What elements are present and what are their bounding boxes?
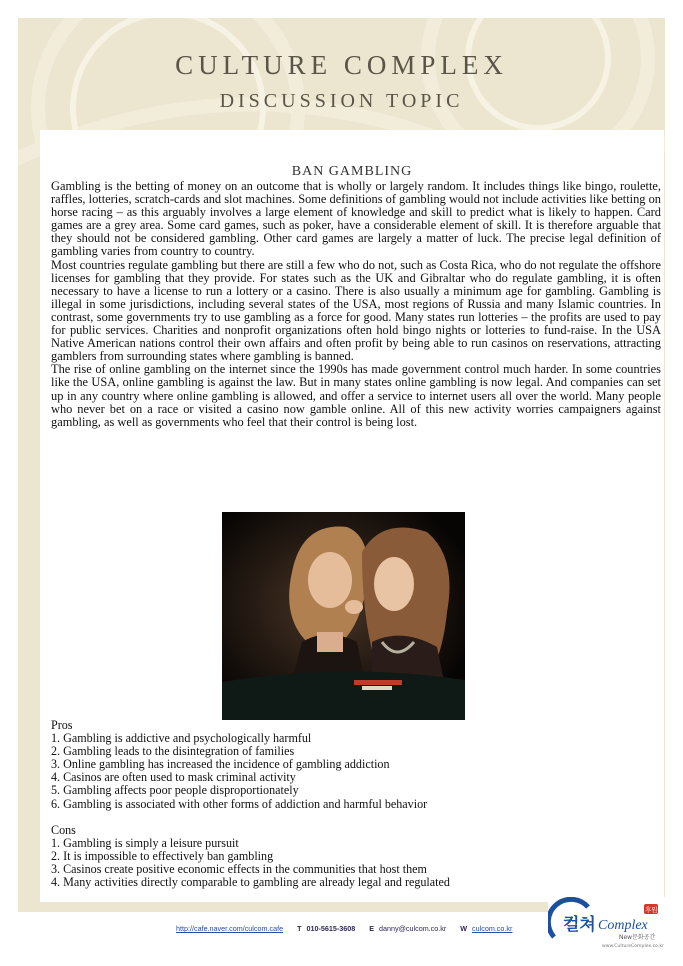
two-women-gambling-photo xyxy=(222,512,465,720)
phone-number: 010-5615-3608 xyxy=(306,924,356,933)
list-item: 3. Online gambling has increased the incidence of gambling addiction xyxy=(51,757,390,772)
logo-korean-text: 컬쳐 xyxy=(563,915,596,935)
cafe-link[interactable]: http://cafe.naver.com/culcom.cafe xyxy=(176,924,284,933)
phone-label: T xyxy=(297,924,302,933)
email-address[interactable]: danny@culcom.co.kr xyxy=(379,924,447,933)
list-item: 4. Many activities directly comparable to gambling are already legal and regulated xyxy=(51,875,450,890)
paragraph: The rise of online gambling on the internet since the 1990s has made government control much harder. In some countries like the USA, online gambling is against the law. But in many states online gambling is now legal. And companies can set up in any country where online gambling is allowed, and offer a service to internet users all over the world. Many people who never bet on a race or visited a casino now gamble online. All of this new activity worries campaigners against gambling, as well as governments who feel that their control is being lost. xyxy=(51,362,661,429)
list-item: 2. It is impossible to effectively ban gambling xyxy=(51,849,274,864)
header-title: CULTURE COMPLEX xyxy=(175,50,508,80)
header-subtitle: DISCUSSION TOPIC xyxy=(219,90,464,112)
web-label: W xyxy=(460,924,468,933)
logo-url: www.CultureComplex.co.kr xyxy=(602,944,664,949)
list-item: 6. Gambling is associated with other forms of addiction and harmful behavior xyxy=(51,796,428,811)
page-frame xyxy=(18,18,665,912)
culture-complex-logo xyxy=(548,897,666,951)
logo-badge: 후원 xyxy=(645,906,658,914)
article-title: BAN GAMBLING xyxy=(291,164,413,179)
content-panel xyxy=(40,130,664,902)
article-body xyxy=(51,180,661,429)
list-item: 3. Casinos create positive economic effects in the communities that host them xyxy=(51,862,427,877)
paragraph: Gambling is the betting of money on an outcome that is wholly or largely random. It includes things like bingo, roulette, raffles, lotteries, scratch-cards and slot machines. Some definitions of gambling would not include activities like betting on horse racing – as this arguably involves a large element of knowledge and skill to predict what is likely to happen. Card games are a grey area. Some card games, such as poker, have a considerable element of skill. It is therefore arguable that they should not be considered gambling. Other card games are largely a matter of luck. The precise legal definition of gambling varies from country to country. xyxy=(51,179,661,259)
web-link[interactable]: culcom.co.kr xyxy=(472,924,513,933)
logo-tagline: New문화공간 xyxy=(619,934,656,941)
pros-heading: Pros xyxy=(51,718,73,732)
list-item: 4. Casinos are often used to mask criminal activity xyxy=(51,770,296,785)
footer-contact xyxy=(176,924,512,933)
email-label: E xyxy=(369,924,375,933)
list-item: 5. Gambling affects poor people disproportionately xyxy=(51,783,299,798)
cons-section xyxy=(51,824,651,889)
pros-section xyxy=(51,719,651,811)
paragraph: Most countries regulate gambling but there are still a few who do not, such as Costa Rica, who do not regulate the offshore licenses for gambling that they provide. For states such as the UK and Gibraltar who do regulate gambling, it is often necessary to have a license to run a lottery or a casino. There is also usually a minimum age for gambling. Gambling is illegal in some jurisdictions, including several states of the USA, most regions of Russia and many Islamic countries. In contrast, some governments try to use gambling as a force for good. Many states run lotteries – the profits are used to pay for public services. Charities and nonprofit organizations often hold bingo nights or lotteries to fund-raise. In the USA Native American nations control their own affairs and often profit by being able to run casinos on reservations, attracting gamblers from surrounding states where gambling is banned. xyxy=(51,257,661,364)
cons-heading: Cons xyxy=(51,823,76,837)
logo-latin-text: Complex xyxy=(598,918,648,933)
list-item: 1. Gambling is simply a leisure pursuit xyxy=(51,836,239,851)
list-item: 1. Gambling is addictive and psychologically harmful xyxy=(51,731,312,746)
list-item: 2. Gambling leads to the disintegration of families xyxy=(51,744,295,759)
